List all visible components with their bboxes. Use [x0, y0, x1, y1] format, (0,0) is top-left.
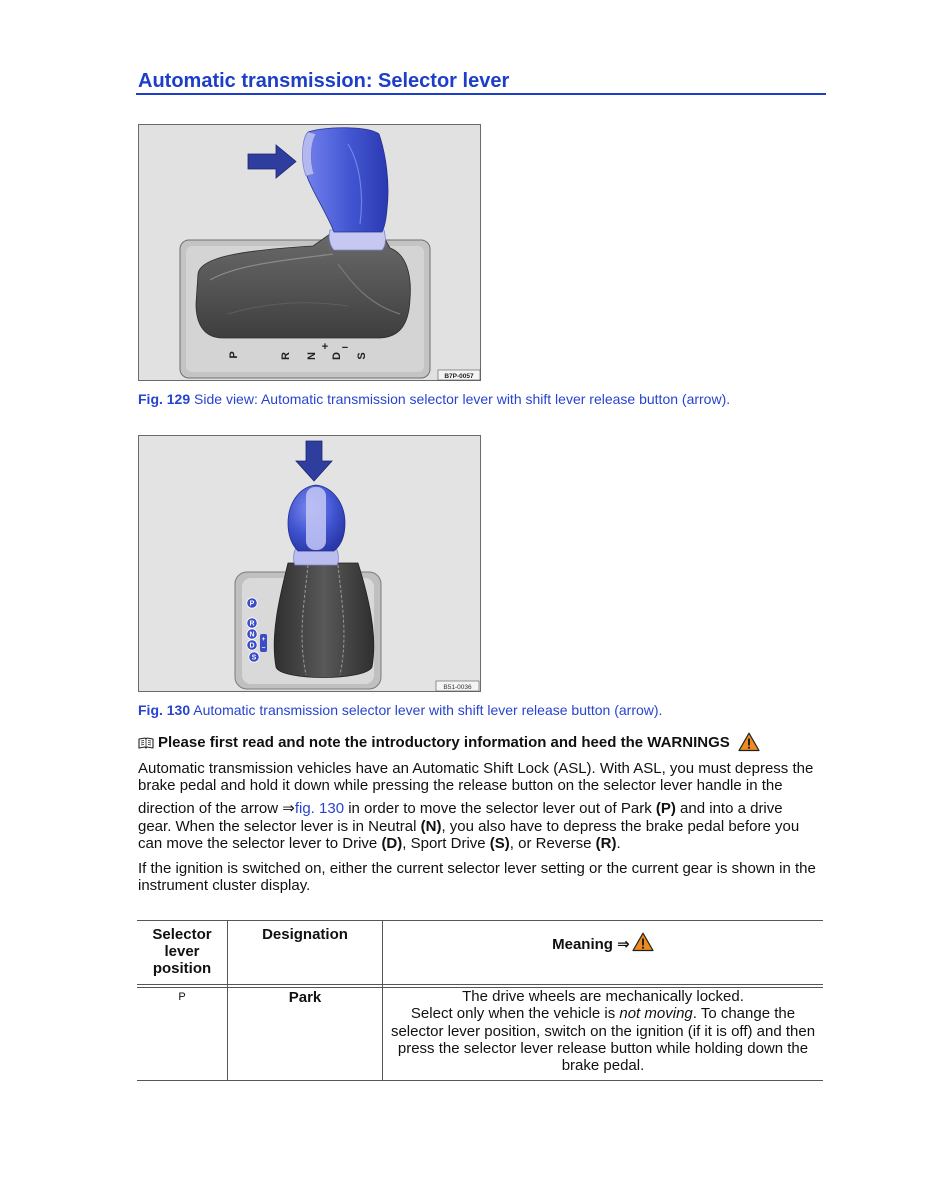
text-run: The drive wheels are mechanically locked.	[462, 988, 744, 1005]
header-line: Selector	[152, 926, 212, 943]
notice-text: Please first read and note the introductory information and heed the WARNINGS	[158, 734, 730, 751]
gate-letter-n: N	[306, 352, 318, 360]
gate-letter-s: S	[251, 654, 257, 662]
figure-caption-text: Automatic transmission selector lever with shift lever release button (arrow).	[193, 702, 663, 718]
figure-caption-text: Side view: Automatic transmission selector lever with shift lever release button (arrow).	[194, 391, 731, 407]
table-rule-bottom	[137, 1080, 823, 1081]
text-run: , or Reverse	[509, 835, 596, 852]
emphasis-not-moving: not moving	[619, 1005, 693, 1023]
gate-letter-s: S	[356, 352, 368, 360]
position-r: (R)	[595, 835, 617, 852]
selector-lever-top-view	[138, 435, 481, 692]
text-run: can move the selector lever to Drive	[138, 835, 382, 852]
gate-letter-n: N	[249, 631, 255, 639]
table-cell-designation: Park	[288, 989, 322, 1006]
figure-caption	[138, 701, 662, 719]
position-s: (S)	[489, 835, 510, 852]
selector-lever-side-view	[138, 124, 481, 381]
title-underline	[136, 93, 826, 95]
text-run: press the selector lever release button while holding down the	[397, 1039, 809, 1057]
page-title: Automatic transmission: Selector lever	[138, 70, 510, 92]
text-run: in order to move the selector lever out of Park	[344, 800, 656, 817]
tiptronic-plus: +	[321, 341, 329, 353]
text-run: selector lever position, switch on the ignition (if it is off) and then	[390, 1022, 816, 1040]
intro-paragraph-line	[138, 760, 813, 778]
figure-129-illustration	[138, 124, 481, 381]
release-button	[306, 487, 326, 550]
figure-caption	[138, 390, 730, 408]
gate-letter-p: P	[228, 351, 240, 359]
meaning-line	[383, 1005, 823, 1022]
header-meaning	[383, 932, 823, 956]
position-d: (D)	[381, 835, 403, 852]
cross-reference-arrow: ⇒	[282, 800, 295, 817]
selector-lever-table	[137, 920, 823, 1082]
text-run: .	[616, 835, 621, 852]
table-cell-meaning	[383, 988, 823, 1074]
header-meaning-label: Meaning ⇒	[552, 936, 630, 953]
shift-boot	[274, 563, 374, 678]
figure-130-link[interactable]: fig. 130	[294, 800, 345, 817]
display-paragraph-line: If the ignition is switched on, either the current selector lever setting or the current gear is shown in the	[138, 860, 816, 877]
figure-label: Fig. 129	[138, 391, 191, 407]
meaning-line	[383, 988, 823, 1005]
gate-letter-d: D	[249, 642, 255, 650]
header-selector-lever-position	[137, 926, 227, 977]
gate-letter-r: R	[280, 352, 292, 360]
intro-paragraph-line	[138, 835, 621, 853]
text-run: . To change the	[692, 1005, 796, 1023]
text-run: direction of the arrow	[138, 800, 283, 817]
text-run: Select only when the vehicle is	[410, 1005, 620, 1023]
book-icon	[138, 737, 154, 749]
position-p: (P)	[655, 800, 676, 817]
gate-letter-r: R	[249, 620, 255, 628]
text-run: Automatic transmission vehicles have an Automatic Shift Lock (ASL). With ASL, you must depress the	[138, 760, 814, 777]
gate-letter-p: P	[249, 600, 255, 608]
text-run: , Sport Drive	[402, 835, 490, 852]
table-cell-position: P	[178, 991, 186, 1003]
text-run: brake pedal.	[561, 1057, 645, 1075]
text-run: brake pedal and hold it down while pressing the release button on the selector lever handle in the	[138, 777, 783, 794]
tiptronic-plus: +	[261, 636, 266, 643]
text-run: gear. When the selector lever is in Neutral	[138, 818, 421, 835]
meaning-line	[383, 1023, 823, 1040]
text-run: , you also have to depress the brake pedal before you	[441, 818, 800, 835]
figure-130-illustration	[138, 435, 481, 692]
gate-letter-d: D	[331, 352, 343, 360]
intro-paragraph-line	[138, 800, 783, 818]
image-code: B7P-0057	[444, 372, 474, 380]
warning-triangle-icon[interactable]	[632, 932, 654, 952]
image-code: B51-0036	[443, 683, 472, 691]
figure-label: Fig. 130	[138, 702, 191, 718]
knob-collar	[329, 230, 385, 250]
intro-paragraph-line	[138, 777, 783, 795]
intro-paragraph-line	[138, 818, 799, 836]
display-paragraph-line: instrument cluster display.	[138, 877, 311, 894]
header-designation: Designation	[262, 926, 348, 943]
header-line: lever	[164, 943, 200, 960]
table-rule-top	[137, 920, 823, 921]
warning-triangle-icon[interactable]	[738, 732, 760, 752]
tiptronic-minus: −	[341, 342, 349, 354]
meaning-line	[383, 1057, 823, 1074]
table-rule-header	[137, 984, 823, 985]
tiptronic-minus: −	[261, 644, 266, 652]
text-run: and into a drive	[675, 800, 783, 817]
position-n: (N)	[420, 818, 442, 835]
header-line: position	[152, 960, 212, 977]
meaning-line	[383, 1040, 823, 1057]
